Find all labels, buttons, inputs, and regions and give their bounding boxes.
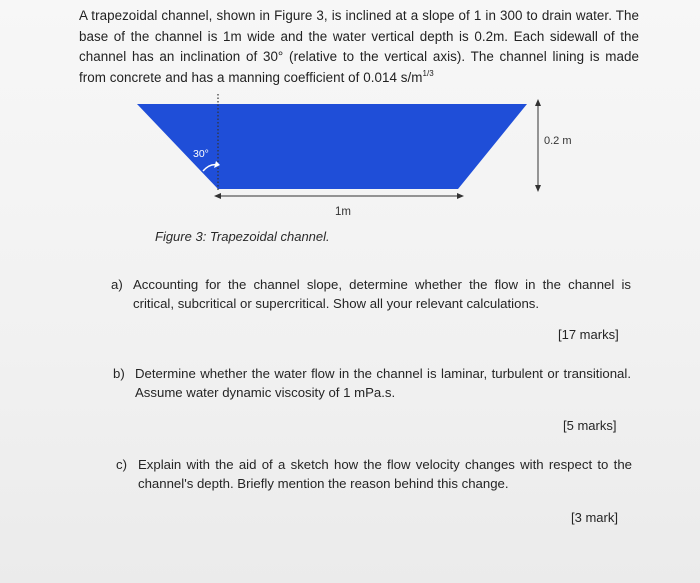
base-arrow-left-icon [214,193,221,199]
question-c-letter: c) [116,457,127,472]
depth-label: 0.2 m [544,135,572,147]
question-a-letter: a) [111,277,123,292]
figure-caption: Figure 3: Trapezoidal channel. [155,229,330,244]
depth-arrow-up-icon [535,99,541,106]
question-c-text: Explain with the aid of a sketch how the flow velocity changes with respect to the channel's depth. Briefly mention the reason behind this change. [138,457,632,491]
question-b-marks: [5 marks] [563,418,617,433]
question-a-text: Accounting for the channel slope, determine whether the flow in the channel is critical, subcritical or supercritical. Show all your relevant calculations. [133,277,631,311]
question-b-text: Determine whether the water flow in the channel is laminar, turbulent or transitional. Assume water dynamic viscosity of 1 mPa.s. [135,366,631,400]
base-label: 1m [335,206,351,218]
unit-exponent: 1/3 [422,68,434,78]
water-cross-section [137,104,527,189]
base-arrow-right-icon [457,193,464,199]
question-a-marks: [17 marks] [558,327,619,342]
depth-arrow-down-icon [535,185,541,192]
problem-statement-text: A trapezoidal channel, shown in Figure 3, is inclined at a slope of 1 in 300 to drain water. The base of the channel is 1m wide and the water vertical depth is 0.2m. Each sidewall of the channel has an inclination of 30° (relative to the vertical axis). The channel lining is made from concrete and has a manning coefficient of 0.014 s/m [79,8,639,85]
angle-label: 30° [193,148,209,160]
question-b-letter: b) [113,366,125,381]
question-c-marks: [3 mark] [571,510,618,525]
